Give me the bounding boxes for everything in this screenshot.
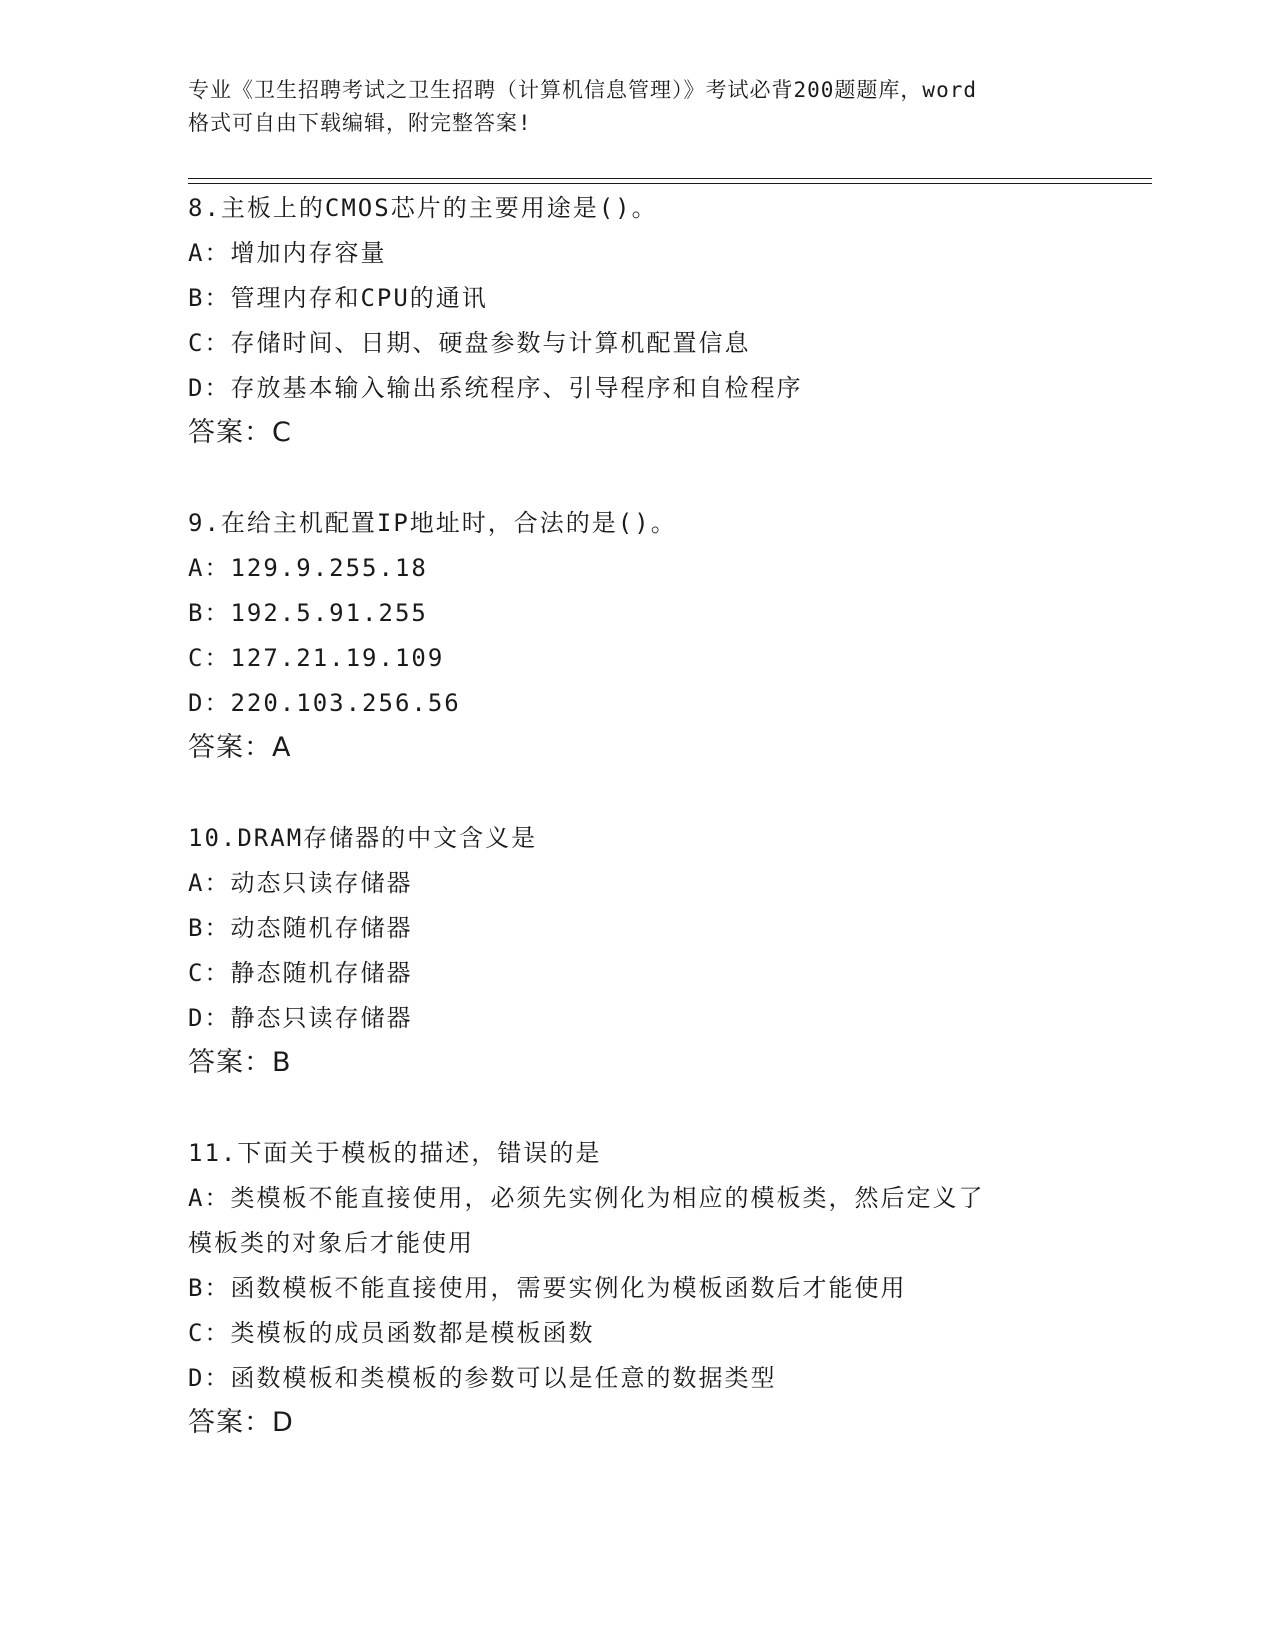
option-c: C：类模板的成员函数都是模板函数 [188,1319,595,1347]
answer: 答案：D [188,1407,294,1438]
option-d: D：函数模板和类模板的参数可以是任意的数据类型 [188,1364,777,1392]
answer: 答案：A [188,732,292,763]
header-line-2: 格式可自由下载编辑，附完整答案! [188,111,532,135]
option-c: C：127.21.19.109 [188,644,445,672]
option-b: B：192.5.91.255 [188,599,428,627]
answer: 答案：C [188,417,292,448]
question-stem: 8.主板上的CMOS芯片的主要用途是()。 [188,194,658,222]
question-stem: 10.DRAM存储器的中文含义是 [188,824,538,852]
option-a: A：动态只读存储器 [188,869,413,897]
option-a: A：类模板不能直接使用，必须先实例化为相应的模板类，然后定义了 [188,1184,985,1212]
answer: 答案：B [188,1047,292,1078]
document-header [188,74,1108,140]
option-b: B：管理内存和CPU的通讯 [188,284,488,312]
option-a: A：129.9.255.18 [188,554,428,582]
option-d: D：220.103.256.56 [188,689,461,717]
option-d: D：静态只读存储器 [188,1004,413,1032]
header-divider-bottom [188,183,1152,184]
header-line-1: 专业《卫生招聘考试之卫生招聘（计算机信息管理）》考试必背200题题库，word [188,78,977,102]
question-stem: 9.在给主机配置IP地址时，合法的是()。 [188,509,677,537]
option-a-continued: 模板类的对象后才能使用 [188,1229,474,1257]
header-divider-top [188,178,1152,179]
option-c: C：静态随机存储器 [188,959,413,987]
option-b: B：动态随机存储器 [188,914,413,942]
option-c: C：存储时间、日期、硬盘参数与计算机配置信息 [188,329,751,357]
option-a: A：增加内存容量 [188,239,387,267]
option-d: D：存放基本输入输出系统程序、引导程序和自检程序 [188,374,803,402]
option-b: B：函数模板不能直接使用，需要实例化为模板函数后才能使用 [188,1274,907,1302]
question-stem: 11.下面关于模板的描述，错误的是 [188,1139,602,1167]
